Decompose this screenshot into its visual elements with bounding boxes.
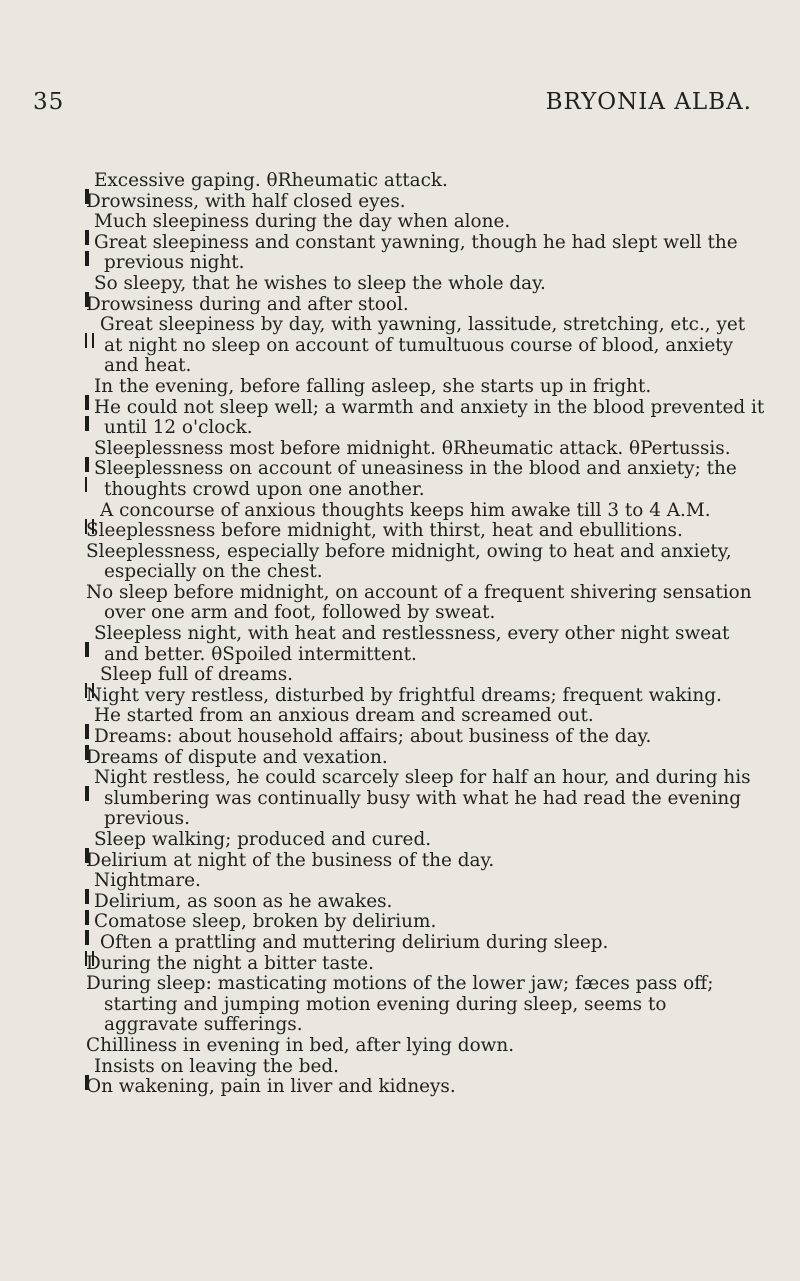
symptom-entry	[86, 212, 766, 233]
symptom-text: Night restless, he could scarcely sleep for half an hour, and during his slumbering was continually busy with what he had read the evening previous.	[94, 767, 751, 830]
symptom-text: A concourse of anxious thoughts keeps him awake till 3 to 4 A.M.	[100, 499, 711, 521]
emphasis-bar	[85, 416, 89, 431]
symptom-entry	[86, 851, 766, 872]
symptom-entry	[86, 171, 766, 192]
symptom-text: Drowsiness during and after stool.	[86, 293, 409, 315]
symptom-entry	[86, 624, 766, 665]
symptom-entry	[86, 933, 766, 954]
symptom-entry	[86, 439, 766, 460]
symptom-text: Comatose sleep, broken by delirium.	[94, 911, 437, 933]
symptom-list	[86, 171, 766, 1098]
symptom-entry	[86, 1036, 766, 1057]
symptom-entry	[86, 665, 766, 686]
symptom-text: Great sleepiness and constant yawning, though he had slept well the previous night.	[94, 231, 738, 274]
symptom-text: On wakening, pain in liver and kidneys.	[86, 1076, 456, 1098]
symptom-entry	[86, 768, 766, 830]
symptom-text: Dreams of dispute and vexation.	[86, 746, 388, 768]
symptom-entry	[86, 974, 766, 1036]
emphasis-bar	[85, 642, 89, 657]
running-title: BRYONIA ALBA.	[545, 89, 752, 115]
symptom-text: In the evening, before falling asleep, she starts up in fright.	[94, 375, 652, 397]
symptom-entry	[86, 1057, 766, 1078]
symptom-text: Chilliness in evening in bed, after lying down.	[86, 1034, 515, 1056]
symptom-entry	[86, 233, 766, 274]
symptom-entry	[86, 892, 766, 913]
symptom-entry	[86, 459, 766, 500]
symptom-entry	[86, 398, 766, 439]
symptom-text: Often a prattling and muttering delirium during sleep.	[100, 931, 609, 953]
symptom-entry	[86, 542, 766, 583]
page-number: 35	[33, 89, 65, 115]
symptom-text: Sleeplessness most before midnight. θRheumatic attack. θPertussis.	[94, 437, 731, 459]
symptom-text: Delirium at night of the business of the day.	[86, 849, 495, 871]
symptom-entry	[86, 192, 766, 213]
symptom-text: Sleeplessness, especially before midnight, owing to heat and anxiety, especially on the chest.	[86, 540, 732, 583]
symptom-text: He could not sleep well; a warmth and anxiety in the blood prevented it until 12 o'clock.	[94, 396, 765, 439]
symptom-entry	[86, 583, 766, 624]
symptom-entry	[86, 686, 766, 707]
symptom-entry	[86, 1077, 766, 1098]
symptom-text: Sleeplessness before midnight, with thirst, heat and ebullitions.	[86, 520, 683, 542]
symptom-text: Sleep walking; produced and cured.	[94, 829, 432, 850]
symptom-entry	[86, 377, 766, 398]
symptom-text: Drowsiness, with half closed eyes.	[86, 190, 406, 212]
symptom-text: Insists on leaving the bed.	[94, 1055, 340, 1077]
symptom-text: No sleep before midnight, on account of a frequent shivering sensation over one arm and foot, followed by sweat.	[86, 581, 752, 624]
symptom-entry	[86, 912, 766, 933]
symptom-entry	[86, 954, 766, 975]
emphasis-bar	[85, 251, 89, 266]
symptom-text: So sleepy, that he wishes to sleep the whole day.	[94, 272, 546, 294]
symptom-entry	[86, 830, 766, 851]
symptom-entry	[86, 501, 766, 522]
symptom-entry	[86, 295, 766, 316]
symptom-text: Delirium, as soon as he awakes.	[94, 890, 393, 912]
symptom-entry	[86, 727, 766, 748]
emphasis-bar	[85, 786, 89, 801]
symptom-text: He started from an anxious dream and screamed out.	[94, 705, 594, 727]
symptom-entry	[86, 315, 766, 377]
symptom-text: During sleep: masticating motions of the lower jaw; fæces pass off; starting and jumping motion evening during sleep, seems to aggravate sufferings.	[86, 973, 714, 1036]
symptom-text: Sleep full of dreams.	[100, 664, 293, 686]
symptom-text: Great sleepiness by day, with yawning, lassitude, stretching, etc., yet at night no sleep on account of tumultuous course of blood, anxiety and heat.	[100, 314, 746, 377]
symptom-entry	[86, 871, 766, 892]
symptom-text: During the night a bitter taste.	[86, 952, 374, 974]
symptom-entry	[86, 706, 766, 727]
emphasis-bar	[85, 333, 87, 348]
symptom-text: Nightmare.	[94, 870, 201, 892]
symptom-text: Night very restless, disturbed by frightful dreams; frequent waking.	[86, 684, 722, 706]
symptom-text: Dreams: about household affairs; about business of the day.	[94, 726, 652, 748]
emphasis-bar	[85, 477, 87, 492]
symptom-text: Sleeplessness on account of uneasiness in the blood and anxiety; the thoughts crowd upon one another.	[94, 458, 737, 500]
symptom-entry	[86, 748, 766, 769]
emphasis-bar	[92, 333, 94, 348]
symptom-text: Sleepless night, with heat and restlessness, every other night sweat and better. θSpoiled intermittent.	[94, 623, 730, 665]
symptom-entry	[86, 274, 766, 295]
symptom-entry	[86, 521, 766, 542]
symptom-text: Excessive gaping. θRheumatic attack.	[94, 170, 448, 191]
symptom-text: Much sleepiness during the day when alone.	[94, 211, 511, 233]
